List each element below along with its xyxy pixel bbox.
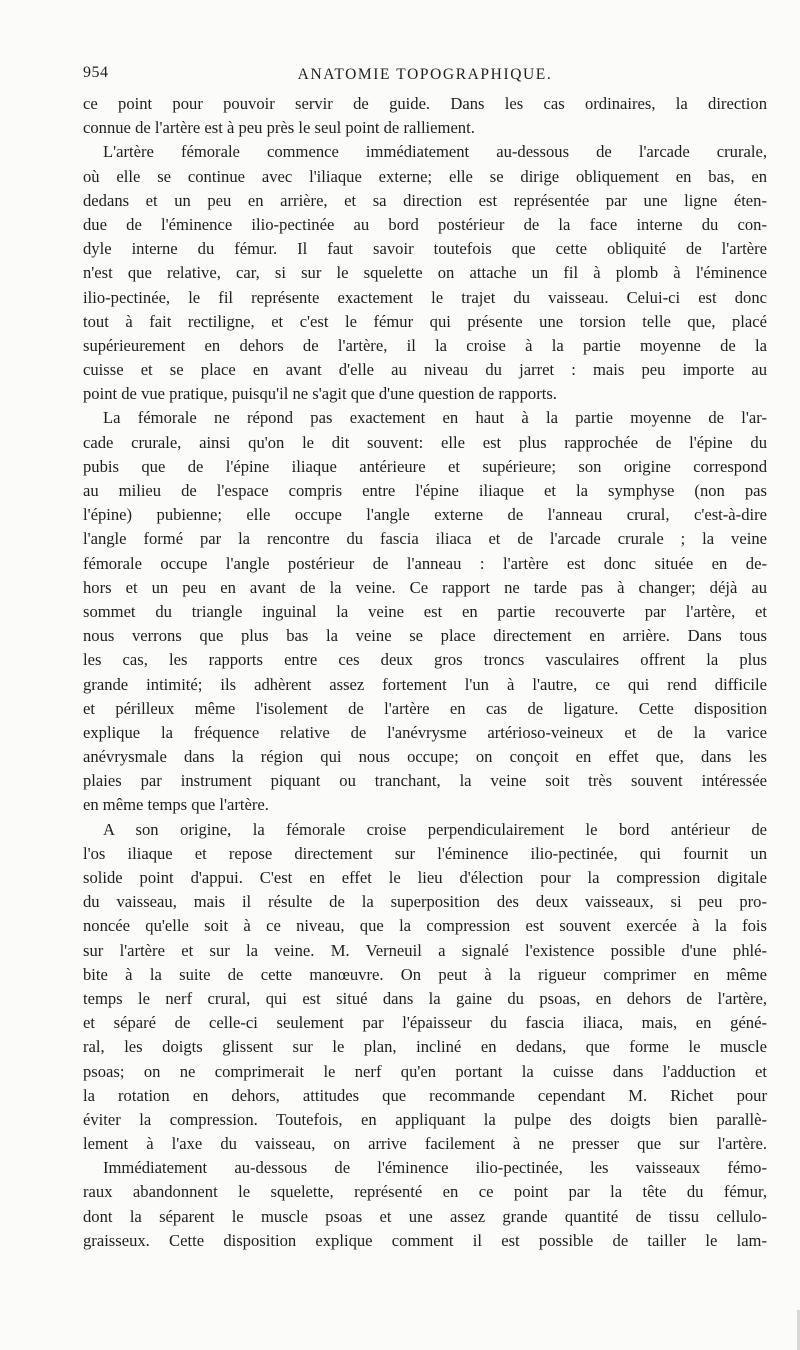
text-line: cuisse et se place en avant d'elle au niveau du jarret : mais peu importe au <box>83 360 767 380</box>
text-line: solide point d'appui. C'est en effet le lieu d'élection pour la compression digitale <box>83 868 767 887</box>
text-line: fémorale occupe l'angle postérieur de l'anneau : l'artère est donc située en de- <box>83 553 767 573</box>
text-line: plaies par instrument piquant ou tranchant, la veine soit très souvent intéressée <box>83 771 767 791</box>
text-line: cade crurale, ainsi qu'on le dit souvent: elle est plus rapprochée de l'épine du <box>83 432 767 452</box>
text-line: due de l'éminence ilio-pectinée au bord postérieur de la face interne du con- <box>83 214 767 234</box>
paragraph-start-line: L'artère fémorale commence immédiatement au-dessous de l'arcade crurale, <box>103 142 767 162</box>
text-line: lement à l'axe du vaisseau, on arrive facilement à ne presser que sur l'artère. <box>83 1134 767 1154</box>
text-line: l'os iliaque et repose directement sur l'éminence ilio-pectinée, qui fournit un <box>83 843 767 863</box>
text-line: anévrysmale dans la région qui nous occupe; on conçoit en effet que, dans les <box>83 747 767 767</box>
text-line: point de vue pratique, puisqu'il ne s'agit que d'une question de rapports. <box>83 384 557 404</box>
text-line: la rotation en dehors, attitudes que recommande cependant M. Richet pour <box>83 1085 767 1105</box>
page-number: 954 <box>83 64 109 81</box>
paragraph-start-line: La fémorale ne répond pas exactement en haut à la partie moyenne de l'ar- <box>103 408 767 428</box>
text-line: explique la fréquence relative de l'anévrysme artérioso-veineux et de la varice <box>83 722 767 742</box>
text-line: grande intimité; ils adhèrent assez fortement l'un à l'autre, ce qui rend difficile <box>83 674 767 694</box>
text-line: et séparé de celle-ci seulement par l'épaisseur du fascia iliaca, mais, en géné- <box>83 1013 767 1033</box>
text-line: en même temps que l'artère. <box>83 795 269 815</box>
text-line: hors et un peu en avant de la veine. Ce rapport ne tarde pas à changer; déjà au <box>83 577 767 597</box>
text-line: dedans et un peu en arrière, et sa direction est représentée par une ligne éten- <box>83 190 767 210</box>
text-line: sur l'artère et sur la veine. M. Verneuil a signalé l'existence possible d'une phlé- <box>83 940 767 960</box>
text-line: graisseux. Cette disposition explique comment il est possible de tailler le lam- <box>83 1230 767 1250</box>
text-line: n'est que relative, car, si sur le squelette on attache un fil à plomb à l'éminence <box>83 263 767 283</box>
text-line: ral, les doigts glissent sur le plan, incliné en dedans, que forme le muscle <box>83 1037 767 1057</box>
text-line: ilio-pectinée, le fil représente exactement le trajet du vaisseau. Celui-ci est donc <box>83 287 767 307</box>
text-line: connue de l'artère est à peu près le seul point de ralliement. <box>83 118 475 138</box>
running-header <box>83 64 767 88</box>
text-line: éviter la compression. Toutefois, en appliquant la pulpe des doigts bien parallè- <box>83 1109 767 1129</box>
body-text <box>83 92 767 1253</box>
text-line: dyle interne du fémur. Il faut savoir toutefois que cette obliquité de l'artère <box>83 239 767 259</box>
text-line: pubis que de l'épine iliaque antérieure et supérieure; son origine correspond <box>83 456 767 476</box>
text-line: et périlleux même l'isolement de l'artère en cas de ligature. Cette disposition <box>83 698 767 718</box>
text-line: l'épine) pubienne; elle occupe l'angle externe de l'anneau crural, c'est-à-dire <box>83 505 767 525</box>
text-line: dont la séparent le muscle psoas et une assez grande quantité de tissu cellulo- <box>83 1206 767 1226</box>
text-line: supérieurement en dehors de l'artère, il la croise à la partie moyenne de la <box>83 335 767 355</box>
text-line: temps le nerf crural, qui est situé dans la gaine du psoas, en dehors de l'artère, <box>83 988 767 1008</box>
text-line: bite à la suite de cette manœuvre. On peut à la rigueur comprimer en même <box>83 964 767 984</box>
text-line: au milieu de l'espace compris entre l'épine iliaque et la symphyse (non pas <box>83 481 767 500</box>
text-line: psoas; on ne comprimerait le nerf qu'en portant la cuisse dans l'adduction et <box>83 1061 767 1081</box>
text-line: tout à fait rectiligne, et c'est le fémur qui présente une torsion telle que, placé <box>83 311 767 331</box>
paragraph-start-line: A son origine, la fémorale croise perpendiculairement le bord antérieur de <box>103 819 767 839</box>
text-line: du vaisseau, mais il résulte de la superposition des deux vaisseaux, si peu pro- <box>83 892 767 912</box>
text-line: les cas, les rapports entre ces deux gros troncs vasculaires offrent la plus <box>83 650 767 670</box>
text-line: noncée qu'elle soit à ce niveau, que la compression est souvent exercée à la fois <box>83 916 767 936</box>
paragraph-start-line: Immédiatement au-dessous de l'éminence ilio-pectinée, les vaisseaux fémo- <box>103 1158 767 1178</box>
text-line: l'angle formé par la rencontre du fascia iliaca et de l'arcade crurale ; la veine <box>83 529 767 549</box>
running-title: ANATOMIE TOPOGRAPHIQUE. <box>297 66 553 83</box>
text-line: ce point pour pouvoir servir de guide. Dans les cas ordinaires, la direction <box>83 94 767 113</box>
text-line: raux abandonnent le squelette, représenté en ce point par la tête du fémur, <box>83 1182 767 1202</box>
text-line: sommet du triangle inguinal la veine est en partie recouverte par l'artère, et <box>83 601 767 621</box>
text-line: nous verrons que plus bas la veine se place directement en arrière. Dans tous <box>83 626 767 646</box>
text-line: où elle se continue avec l'iliaque externe; elle se dirige obliquement en bas, en <box>83 166 767 186</box>
